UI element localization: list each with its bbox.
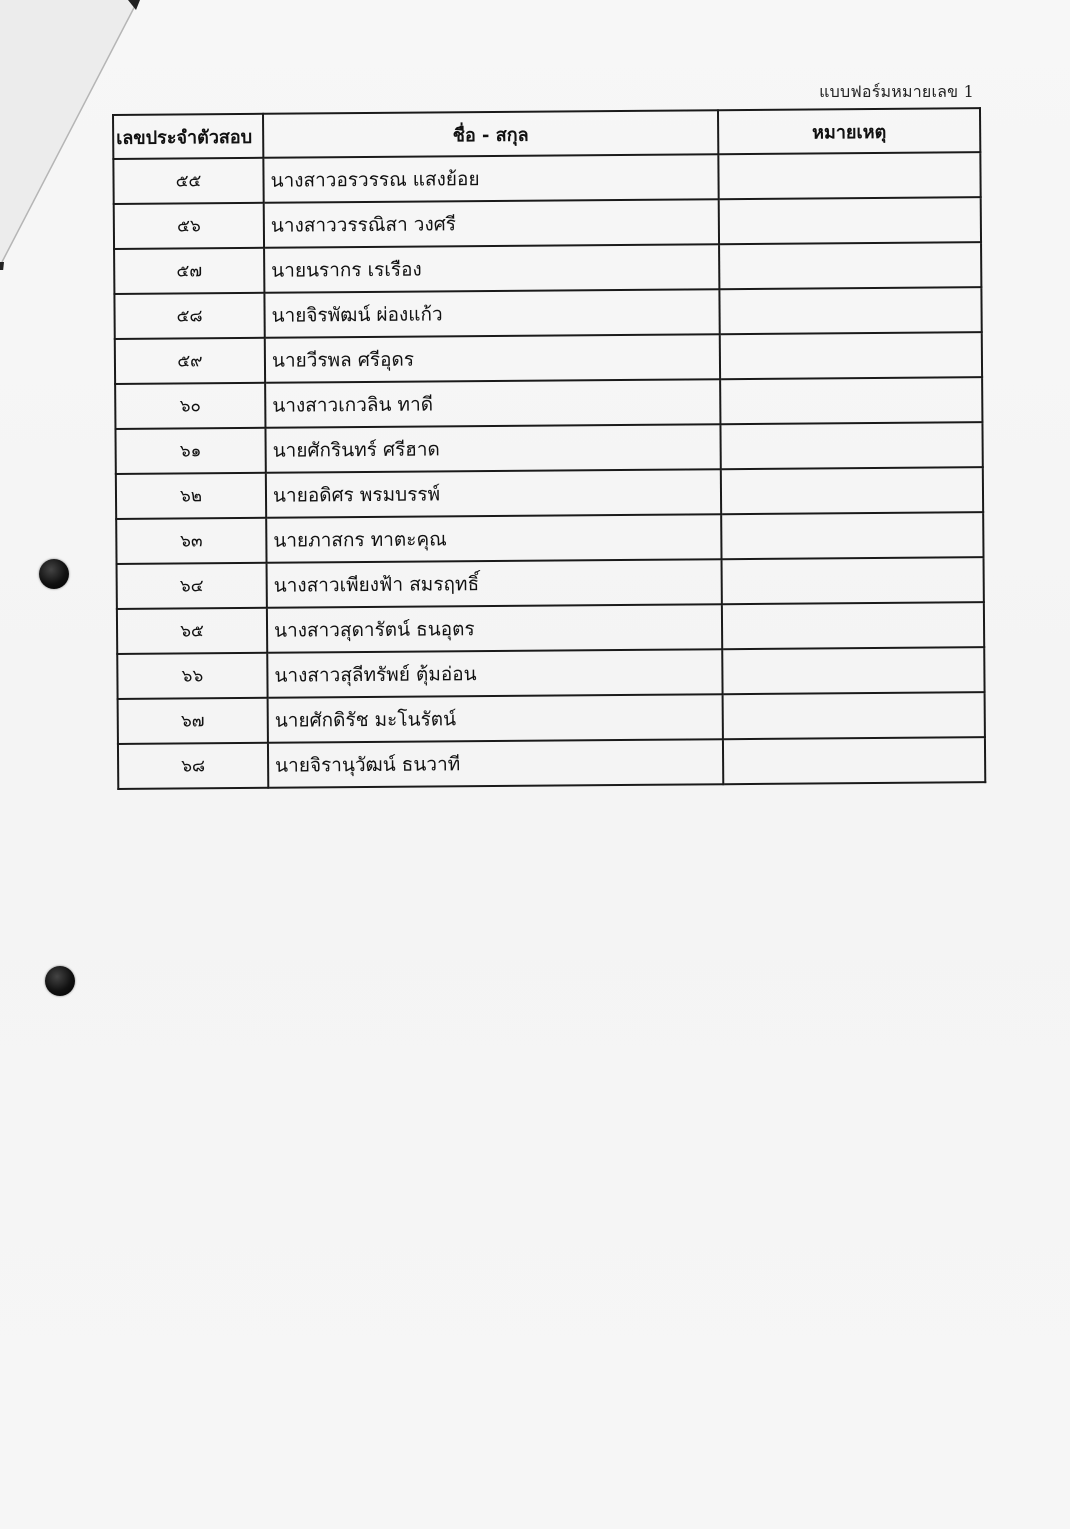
remarks-cell — [719, 197, 981, 244]
table-row — [114, 287, 981, 339]
exam-id-cell: ๖๕ — [117, 608, 267, 654]
remarks-cell — [719, 242, 981, 289]
remarks-cell — [722, 557, 984, 604]
exam-id-cell: ๖๗ — [118, 698, 268, 744]
table-row — [113, 152, 980, 204]
remarks-cell — [722, 602, 984, 649]
header-remarks: หมายเหตุ — [718, 108, 980, 154]
table-row — [115, 377, 982, 429]
full-name-cell: นายนรากร เรเรือง — [264, 244, 719, 293]
remarks-cell — [718, 152, 980, 199]
table-row — [117, 602, 984, 654]
exam-roster-table — [112, 107, 986, 790]
full-name-cell: นายจิรพัฒน์ ผ่องแก้ว — [264, 289, 719, 338]
header-exam-id: เลขประจำตัวสอบ — [113, 114, 263, 159]
remarks-cell — [723, 737, 985, 784]
table-row — [117, 557, 984, 609]
table-row — [118, 692, 985, 744]
full-name-cell: นายอดิศร พรมบรรพ์ — [266, 469, 721, 518]
full-name-cell: นายวีรพล ศรีอุดร — [265, 334, 720, 383]
exam-roster-table-wrapper — [112, 107, 984, 790]
exam-id-cell: ๕๙ — [115, 338, 265, 384]
exam-id-cell: ๖๖ — [117, 653, 267, 699]
table-row — [117, 647, 984, 699]
exam-id-cell: ๖๐ — [115, 383, 265, 429]
remarks-cell — [723, 692, 985, 739]
full-name-cell: นายจิรานุวัฒน์ ธนวาที — [268, 739, 723, 788]
exam-id-cell: ๖๘ — [118, 743, 268, 789]
table-row — [114, 242, 981, 294]
remarks-cell — [722, 647, 984, 694]
remarks-cell — [721, 467, 983, 514]
form-number-label: แบบฟอร์มหมายเลข 1 — [819, 82, 974, 101]
exam-id-cell: ๕๘ — [114, 293, 264, 339]
table-row — [118, 737, 985, 789]
punch-hole-lower — [45, 966, 75, 996]
full-name-cell: นางสาวเกวลิน ทาดี — [265, 379, 720, 428]
exam-id-cell: ๖๒ — [116, 473, 266, 519]
full-name-cell: นางสาวอรวรรณ แสงย้อย — [263, 154, 718, 203]
full-name-cell: นางสาววรรณิสา วงศรี — [264, 199, 719, 248]
table-row — [116, 512, 983, 564]
remarks-cell — [720, 422, 982, 469]
exam-id-cell: ๖๓ — [116, 518, 266, 564]
remarks-cell — [720, 332, 982, 379]
full-name-cell: นายศักรินทร์ ศรีฮาด — [265, 424, 720, 473]
remarks-cell — [720, 377, 982, 424]
full-name-cell: นายศักดิรัช มะโนรัตน์ — [268, 694, 723, 743]
table-row — [115, 422, 982, 474]
table-row — [114, 197, 981, 249]
exam-id-cell: ๕๗ — [114, 248, 264, 294]
full-name-cell: นางสาวเพียงฟ้า สมรฤทธิ์ — [267, 559, 722, 608]
exam-id-cell: ๕๖ — [114, 203, 264, 249]
table-row — [115, 332, 982, 384]
exam-id-cell: ๖๑ — [115, 428, 265, 474]
remarks-cell — [721, 512, 983, 559]
table-header-row — [113, 108, 980, 159]
exam-id-cell: ๕๕ — [113, 158, 263, 204]
remarks-cell — [719, 287, 981, 334]
full-name-cell: นายภาสกร ทาตะคุณ — [266, 514, 721, 563]
full-name-cell: นางสาวสุลีทรัพย์ ตุ้มอ่อน — [267, 649, 722, 698]
full-name-cell: นางสาวสุดารัตน์ ธนอุตร — [267, 604, 722, 653]
punch-hole-upper — [39, 559, 69, 589]
header-full-name: ชื่อ - สกุล — [263, 110, 718, 158]
exam-id-cell: ๖๔ — [117, 563, 267, 609]
table-row — [116, 467, 983, 519]
